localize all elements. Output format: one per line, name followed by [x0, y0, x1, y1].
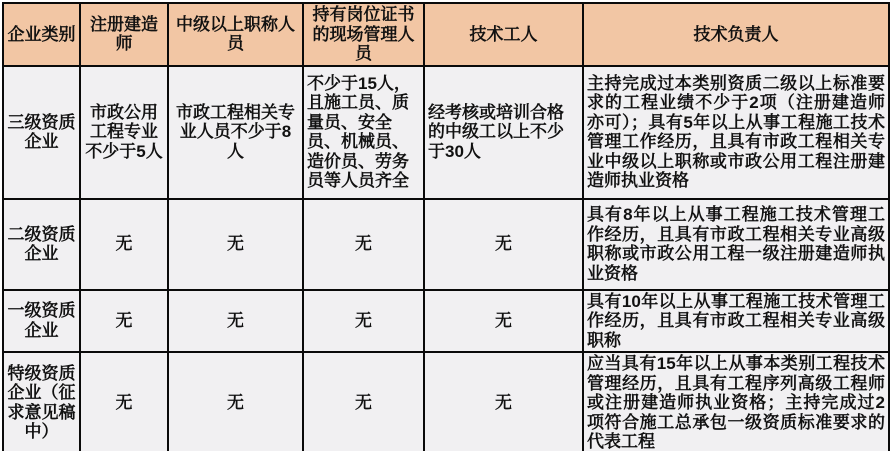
header-cell-technical-director: 技术负责人 — [583, 3, 889, 66]
data-cell: 无 — [80, 352, 168, 451]
category-cell: 二级资质企业 — [3, 199, 80, 290]
qualification-table — [2, 2, 890, 451]
header-cell-category: 企业类别 — [3, 3, 80, 66]
table-row-level1 — [3, 290, 889, 353]
data-cell: 无 — [303, 352, 424, 451]
data-cell: 无 — [424, 199, 583, 290]
data-cell: 无 — [80, 290, 168, 353]
data-cell: 无 — [168, 199, 303, 290]
data-cell: 市政工程相关专业人员不少于8人 — [168, 66, 303, 199]
category-cell: 三级资质企业 — [3, 66, 80, 199]
data-cell: 无 — [168, 290, 303, 353]
data-cell: 市政公用工程专业不少于5人 — [80, 66, 168, 199]
data-cell: 主持完成过本类别资质二级以上标准要求的工程业绩不少于2项（注册建造师亦可）；具有5年以上从事工程施工技术管理工作经历，且具有市政工程相关专业中级以上职称或市政公用工程注册建造师执业资格 — [583, 66, 889, 199]
header-cell-certified-site-managers: 持有岗位证书的现场管理人员 — [303, 3, 424, 66]
header-cell-intermediate-title-staff: 中级以上职称人员 — [168, 3, 303, 66]
header-cell-skilled-workers: 技术工人 — [424, 3, 583, 66]
data-cell: 无 — [424, 290, 583, 353]
category-cell: 一级资质企业 — [3, 290, 80, 353]
data-cell: 应当具有15年以上从事本类别工程技术管理经历，且具有工程序列高级工程师或注册建造师执业资格；主持完成过2项符合施工总承包一级资质标准要求的代表工程 — [583, 352, 889, 451]
data-cell: 具有8年以上从事工程施工技术管理工作经历，且具有市政工程相关专业高级职称或市政公用工程一级注册建造师执业资格 — [583, 199, 889, 290]
table-row-special — [3, 352, 889, 451]
data-cell: 无 — [424, 352, 583, 451]
data-cell: 无 — [80, 199, 168, 290]
data-cell: 无 — [303, 199, 424, 290]
data-cell: 无 — [303, 290, 424, 353]
header-row — [3, 3, 889, 66]
category-cell: 特级资质企业（征求意见稿中） — [3, 352, 80, 451]
table-row-level3 — [3, 66, 889, 199]
data-cell: 经考核或培训合格的中级工以上不少于30人 — [424, 66, 583, 199]
data-cell: 无 — [168, 352, 303, 451]
data-cell: 不少于15人，且施工员、质量员、安全员、机械员、造价员、劳务员等人员齐全 — [303, 66, 424, 199]
data-cell: 具有10年以上从事工程施工技术管理工作经历，且具有市政工程相关专业高级职称 — [583, 290, 889, 353]
header-cell-registered-constructor: 注册建造师 — [80, 3, 168, 66]
table-row-level2 — [3, 199, 889, 290]
